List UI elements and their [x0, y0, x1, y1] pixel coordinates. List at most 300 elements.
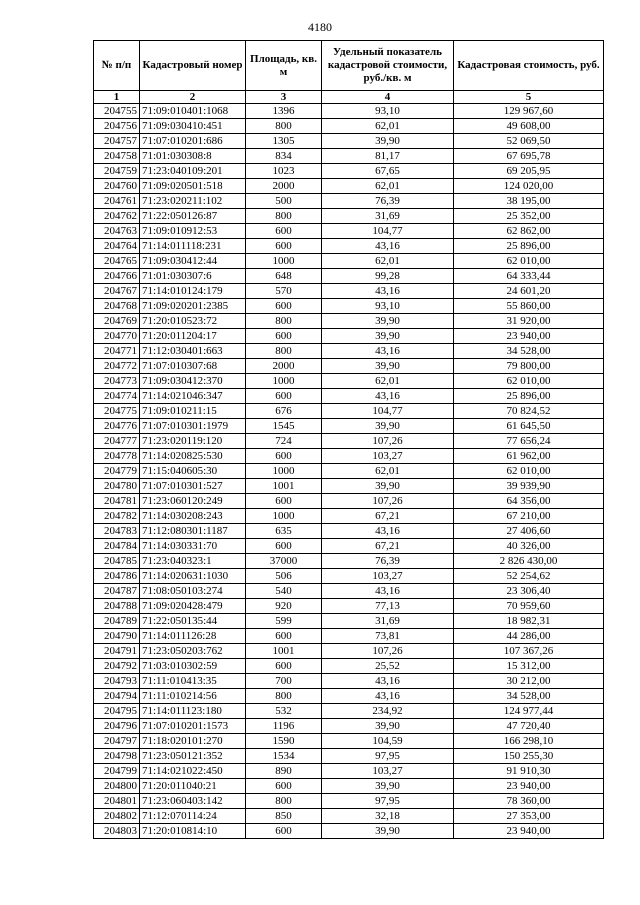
page-number: 4180: [308, 20, 332, 34]
row-number-cell: 204797: [94, 734, 140, 749]
cadastral-value-cell: 129 967,60: [454, 104, 604, 119]
area-cell: 600: [246, 494, 322, 509]
area-cell: 676: [246, 404, 322, 419]
cadastral-value-cell: 55 860,00: [454, 299, 604, 314]
cadastral-number-cell: 71:09:010912:53: [140, 224, 246, 239]
unit-value-cell: 103,27: [322, 764, 454, 779]
unit-value-cell: 62,01: [322, 464, 454, 479]
area-cell: 600: [246, 389, 322, 404]
unit-value-cell: 107,26: [322, 494, 454, 509]
row-number-cell: 204765: [94, 254, 140, 269]
area-cell: 850: [246, 809, 322, 824]
area-cell: 600: [246, 329, 322, 344]
unit-value-cell: 39,90: [322, 479, 454, 494]
cadastral-number-cell: 71:14:011126:28: [140, 629, 246, 644]
row-number-cell: 204780: [94, 479, 140, 494]
table-row: [94, 194, 604, 209]
unit-value-cell: 103,27: [322, 569, 454, 584]
cadastral-number-cell: 71:11:010413:35: [140, 674, 246, 689]
cadastral-number-cell: 71:23:020211:102: [140, 194, 246, 209]
table-row: [94, 809, 604, 824]
table-row: [94, 584, 604, 599]
cadastral-number-cell: 71:07:010307:68: [140, 359, 246, 374]
unit-value-cell: 97,95: [322, 749, 454, 764]
cadastral-number-cell: 71:14:030208:243: [140, 509, 246, 524]
area-cell: 800: [246, 209, 322, 224]
unit-value-cell: 107,26: [322, 434, 454, 449]
cadastral-value-cell: 2 826 430,00: [454, 554, 604, 569]
row-number-cell: 204760: [94, 179, 140, 194]
cadastral-number-cell: 71:12:070114:24: [140, 809, 246, 824]
area-cell: 600: [246, 239, 322, 254]
row-number-cell: 204762: [94, 209, 140, 224]
cadastral-value-cell: 150 255,30: [454, 749, 604, 764]
area-cell: 600: [246, 539, 322, 554]
cadastral-number-cell: 71:03:010302:59: [140, 659, 246, 674]
unit-value-cell: 104,59: [322, 734, 454, 749]
row-number-cell: 204783: [94, 524, 140, 539]
cadastral-value-cell: 62 010,00: [454, 254, 604, 269]
cadastral-value-cell: 62 862,00: [454, 224, 604, 239]
unit-value-cell: 73,81: [322, 629, 454, 644]
cadastral-value-cell: 24 601,20: [454, 284, 604, 299]
cadastral-number-cell: 71:14:011123:180: [140, 704, 246, 719]
table-row: [94, 254, 604, 269]
row-number-cell: 204794: [94, 689, 140, 704]
cadastral-number-cell: 71:09:030412:44: [140, 254, 246, 269]
area-cell: 800: [246, 119, 322, 134]
area-cell: 1023: [246, 164, 322, 179]
unit-value-cell: 93,10: [322, 299, 454, 314]
cadastral-number-cell: 71:14:021046:347: [140, 389, 246, 404]
row-number-cell: 204779: [94, 464, 140, 479]
row-number-cell: 204773: [94, 374, 140, 389]
column-number-row: [94, 91, 604, 104]
column-number: 4: [322, 91, 454, 104]
cadastral-number-cell: 71:07:010201:686: [140, 134, 246, 149]
cadastral-value-cell: 124 020,00: [454, 179, 604, 194]
unit-value-cell: 234,92: [322, 704, 454, 719]
table-row: [94, 359, 604, 374]
row-number-cell: 204764: [94, 239, 140, 254]
row-number-cell: 204774: [94, 389, 140, 404]
table-row: [94, 149, 604, 164]
table-row: [94, 719, 604, 734]
header-cadastral-value: Кадастровая стоимость, руб.: [454, 41, 604, 91]
row-number-cell: 204757: [94, 134, 140, 149]
row-number-cell: 204755: [94, 104, 140, 119]
area-cell: 1396: [246, 104, 322, 119]
area-cell: 2000: [246, 179, 322, 194]
unit-value-cell: 97,95: [322, 794, 454, 809]
cadastral-value-cell: 91 910,30: [454, 764, 604, 779]
column-number: 2: [140, 91, 246, 104]
column-number: 3: [246, 91, 322, 104]
unit-value-cell: 62,01: [322, 119, 454, 134]
cadastral-number-cell: 71:18:020101:270: [140, 734, 246, 749]
cadastral-value-cell: 39 939,90: [454, 479, 604, 494]
area-cell: 1000: [246, 509, 322, 524]
unit-value-cell: 104,77: [322, 404, 454, 419]
table-row: [94, 794, 604, 809]
unit-value-cell: 39,90: [322, 419, 454, 434]
table-row: [94, 119, 604, 134]
row-number-cell: 204771: [94, 344, 140, 359]
cadastral-value-cell: 31 920,00: [454, 314, 604, 329]
row-number-cell: 204786: [94, 569, 140, 584]
unit-value-cell: 62,01: [322, 374, 454, 389]
table-row: [94, 434, 604, 449]
unit-value-cell: 43,16: [322, 239, 454, 254]
unit-value-cell: 32,18: [322, 809, 454, 824]
area-cell: 600: [246, 659, 322, 674]
area-cell: 506: [246, 569, 322, 584]
area-cell: 570: [246, 284, 322, 299]
table-row: [94, 344, 604, 359]
unit-value-cell: 39,90: [322, 314, 454, 329]
cadastral-number-cell: 71:09:010211:15: [140, 404, 246, 419]
table-row: [94, 599, 604, 614]
area-cell: 1000: [246, 374, 322, 389]
row-number-cell: 204787: [94, 584, 140, 599]
area-cell: 37000: [246, 554, 322, 569]
cadastral-number-cell: 71:14:020825:530: [140, 449, 246, 464]
cadastral-number-cell: 71:14:021022:450: [140, 764, 246, 779]
table-body: [94, 104, 604, 839]
table-row: [94, 764, 604, 779]
cadastral-value-cell: 69 205,95: [454, 164, 604, 179]
table-row: [94, 779, 604, 794]
cadastral-value-cell: 67 210,00: [454, 509, 604, 524]
cadastral-number-cell: 71:14:010124:179: [140, 284, 246, 299]
row-number-cell: 204770: [94, 329, 140, 344]
row-number-cell: 204792: [94, 659, 140, 674]
table-row: [94, 569, 604, 584]
unit-value-cell: 39,90: [322, 719, 454, 734]
row-number-cell: 204766: [94, 269, 140, 284]
cadastral-value-cell: 62 010,00: [454, 464, 604, 479]
area-cell: 1000: [246, 254, 322, 269]
area-cell: 635: [246, 524, 322, 539]
area-cell: 600: [246, 449, 322, 464]
cadastral-number-cell: 71:01:030307:6: [140, 269, 246, 284]
table-row: [94, 239, 604, 254]
unit-value-cell: 43,16: [322, 524, 454, 539]
unit-value-cell: 43,16: [322, 584, 454, 599]
unit-value-cell: 39,90: [322, 134, 454, 149]
unit-value-cell: 107,26: [322, 644, 454, 659]
row-number-cell: 204790: [94, 629, 140, 644]
cadastral-value-cell: 25 896,00: [454, 239, 604, 254]
cadastral-value-cell: 25 896,00: [454, 389, 604, 404]
row-number-cell: 204769: [94, 314, 140, 329]
table-row: [94, 479, 604, 494]
cadastral-value-cell: 124 977,44: [454, 704, 604, 719]
row-number-cell: 204761: [94, 194, 140, 209]
table-row: [94, 659, 604, 674]
table-header-row: [94, 41, 604, 91]
table-row: [94, 374, 604, 389]
area-cell: 890: [246, 764, 322, 779]
cadastral-number-cell: 71:20:011040:21: [140, 779, 246, 794]
cadastral-value-cell: 70 824,52: [454, 404, 604, 419]
row-number-cell: 204763: [94, 224, 140, 239]
table-row: [94, 494, 604, 509]
cadastral-value-cell: 15 312,00: [454, 659, 604, 674]
table-row: [94, 464, 604, 479]
row-number-cell: 204802: [94, 809, 140, 824]
cadastral-number-cell: 71:09:020501:518: [140, 179, 246, 194]
cadastral-value-cell: 52 254,62: [454, 569, 604, 584]
area-cell: 834: [246, 149, 322, 164]
cadastral-value-cell: 18 982,31: [454, 614, 604, 629]
cadastral-value-cell: 40 326,00: [454, 539, 604, 554]
cadastral-number-cell: 71:22:050126:87: [140, 209, 246, 224]
row-number-cell: 204800: [94, 779, 140, 794]
table-row: [94, 674, 604, 689]
cadastral-number-cell: 71:08:050103:274: [140, 584, 246, 599]
table-row: [94, 704, 604, 719]
row-number-cell: 204798: [94, 749, 140, 764]
table-row: [94, 389, 604, 404]
cadastral-value-table: [93, 40, 604, 839]
area-cell: 1305: [246, 134, 322, 149]
header-area: Площадь, кв. м: [246, 41, 322, 91]
unit-value-cell: 62,01: [322, 179, 454, 194]
unit-value-cell: 31,69: [322, 209, 454, 224]
area-cell: 800: [246, 314, 322, 329]
header-unit-value: Удельный показатель кадастровой стоимости, руб./кв. м: [322, 41, 454, 91]
area-cell: 500: [246, 194, 322, 209]
row-number-cell: 204767: [94, 284, 140, 299]
unit-value-cell: 81,17: [322, 149, 454, 164]
cadastral-number-cell: 71:07:010201:1573: [140, 719, 246, 734]
unit-value-cell: 39,90: [322, 824, 454, 839]
row-number-cell: 204795: [94, 704, 140, 719]
cadastral-value-cell: 30 212,00: [454, 674, 604, 689]
column-number: 1: [94, 91, 140, 104]
row-number-cell: 204789: [94, 614, 140, 629]
table-row: [94, 539, 604, 554]
cadastral-number-cell: 71:09:030410:451: [140, 119, 246, 134]
row-number-cell: 204775: [94, 404, 140, 419]
cadastral-value-cell: 77 656,24: [454, 434, 604, 449]
area-cell: 1534: [246, 749, 322, 764]
cadastral-number-cell: 71:23:050203:762: [140, 644, 246, 659]
unit-value-cell: 43,16: [322, 344, 454, 359]
cadastral-value-cell: 25 352,00: [454, 209, 604, 224]
row-number-cell: 204756: [94, 119, 140, 134]
cadastral-value-cell: 23 940,00: [454, 779, 604, 794]
unit-value-cell: 104,77: [322, 224, 454, 239]
table-row: [94, 209, 604, 224]
cadastral-value-cell: 44 286,00: [454, 629, 604, 644]
unit-value-cell: 31,69: [322, 614, 454, 629]
cadastral-number-cell: 71:07:010301:1979: [140, 419, 246, 434]
table-row: [94, 554, 604, 569]
unit-value-cell: 77,13: [322, 599, 454, 614]
table-row: [94, 299, 604, 314]
unit-value-cell: 43,16: [322, 389, 454, 404]
row-number-cell: 204781: [94, 494, 140, 509]
cadastral-number-cell: 71:20:011204:17: [140, 329, 246, 344]
row-number-cell: 204785: [94, 554, 140, 569]
unit-value-cell: 76,39: [322, 194, 454, 209]
area-cell: 1545: [246, 419, 322, 434]
table-row: [94, 629, 604, 644]
area-cell: 1196: [246, 719, 322, 734]
unit-value-cell: 62,01: [322, 254, 454, 269]
table-row: [94, 524, 604, 539]
unit-value-cell: 25,52: [322, 659, 454, 674]
area-cell: 1001: [246, 479, 322, 494]
cadastral-value-cell: 27 406,60: [454, 524, 604, 539]
area-cell: 2000: [246, 359, 322, 374]
cadastral-number-cell: 71:22:050135:44: [140, 614, 246, 629]
cadastral-number-cell: 71:23:040109:201: [140, 164, 246, 179]
row-number-cell: 204758: [94, 149, 140, 164]
cadastral-number-cell: 71:09:010401:1068: [140, 104, 246, 119]
area-cell: 800: [246, 689, 322, 704]
cadastral-value-cell: 49 608,00: [454, 119, 604, 134]
row-number-cell: 204801: [94, 794, 140, 809]
row-number-cell: 204782: [94, 509, 140, 524]
unit-value-cell: 39,90: [322, 779, 454, 794]
area-cell: 532: [246, 704, 322, 719]
cadastral-value-cell: 79 800,00: [454, 359, 604, 374]
cadastral-number-cell: 71:23:040323:1: [140, 554, 246, 569]
unit-value-cell: 93,10: [322, 104, 454, 119]
table-row: [94, 644, 604, 659]
row-number-cell: 204791: [94, 644, 140, 659]
cadastral-value-cell: 38 195,00: [454, 194, 604, 209]
column-number: 5: [454, 91, 604, 104]
row-number-cell: 204768: [94, 299, 140, 314]
table-row: [94, 449, 604, 464]
unit-value-cell: 39,90: [322, 329, 454, 344]
table-row: [94, 269, 604, 284]
table-row: [94, 329, 604, 344]
row-number-cell: 204784: [94, 539, 140, 554]
unit-value-cell: 67,65: [322, 164, 454, 179]
table-row: [94, 689, 604, 704]
area-cell: 600: [246, 779, 322, 794]
area-cell: 600: [246, 224, 322, 239]
area-cell: 540: [246, 584, 322, 599]
unit-value-cell: 76,39: [322, 554, 454, 569]
area-cell: 800: [246, 794, 322, 809]
table-row: [94, 134, 604, 149]
table-row: [94, 284, 604, 299]
cadastral-value-cell: 52 069,50: [454, 134, 604, 149]
cadastral-value-cell: 34 528,00: [454, 344, 604, 359]
row-number-cell: 204777: [94, 434, 140, 449]
area-cell: 724: [246, 434, 322, 449]
header-row-number: № п/п: [94, 41, 140, 91]
row-number-cell: 204793: [94, 674, 140, 689]
area-cell: 1001: [246, 644, 322, 659]
table-row: [94, 314, 604, 329]
unit-value-cell: 103,27: [322, 449, 454, 464]
area-cell: 1590: [246, 734, 322, 749]
cadastral-number-cell: 71:14:011118:231: [140, 239, 246, 254]
cadastral-value-cell: 62 010,00: [454, 374, 604, 389]
table-row: [94, 509, 604, 524]
cadastral-value-cell: 34 528,00: [454, 689, 604, 704]
area-cell: 600: [246, 824, 322, 839]
table-row: [94, 164, 604, 179]
table-row: [94, 224, 604, 239]
unit-value-cell: 43,16: [322, 674, 454, 689]
table-row: [94, 614, 604, 629]
cadastral-number-cell: 71:12:030401:663: [140, 344, 246, 359]
cadastral-number-cell: 71:09:020428:479: [140, 599, 246, 614]
area-cell: 600: [246, 299, 322, 314]
cadastral-number-cell: 71:11:010214:56: [140, 689, 246, 704]
cadastral-number-cell: 71:14:020631:1030: [140, 569, 246, 584]
cadastral-value-cell: 61 645,50: [454, 419, 604, 434]
row-number-cell: 204776: [94, 419, 140, 434]
cadastral-value-cell: 27 353,00: [454, 809, 604, 824]
unit-value-cell: 99,28: [322, 269, 454, 284]
cadastral-value-cell: 78 360,00: [454, 794, 604, 809]
cadastral-number-cell: 71:20:010814:10: [140, 824, 246, 839]
cadastral-number-cell: 71:20:010523:72: [140, 314, 246, 329]
row-number-cell: 204803: [94, 824, 140, 839]
cadastral-value-cell: 23 306,40: [454, 584, 604, 599]
area-cell: 600: [246, 629, 322, 644]
table-row: [94, 104, 604, 119]
unit-value-cell: 43,16: [322, 689, 454, 704]
table-row: [94, 749, 604, 764]
cadastral-number-cell: 71:23:050121:352: [140, 749, 246, 764]
table-row: [94, 404, 604, 419]
row-number-cell: 204759: [94, 164, 140, 179]
area-cell: 599: [246, 614, 322, 629]
cadastral-number-cell: 71:15:040605:30: [140, 464, 246, 479]
cadastral-value-cell: 67 695,78: [454, 149, 604, 164]
cadastral-value-cell: 61 962,00: [454, 449, 604, 464]
cadastral-value-cell: 64 333,44: [454, 269, 604, 284]
cadastral-number-cell: 71:23:060403:142: [140, 794, 246, 809]
cadastral-number-cell: 71:12:080301:1187: [140, 524, 246, 539]
unit-value-cell: 67,21: [322, 509, 454, 524]
row-number-cell: 204772: [94, 359, 140, 374]
header-cadastral-number: Кадастровый номер: [140, 41, 246, 91]
unit-value-cell: 67,21: [322, 539, 454, 554]
cadastral-number-cell: 71:09:030412:370: [140, 374, 246, 389]
table-row: [94, 179, 604, 194]
table-row: [94, 419, 604, 434]
area-cell: 648: [246, 269, 322, 284]
cadastral-number-cell: 71:14:030331:70: [140, 539, 246, 554]
cadastral-number-cell: 71:07:010301:527: [140, 479, 246, 494]
cadastral-value-cell: 166 298,10: [454, 734, 604, 749]
cadastral-number-cell: 71:23:020119:120: [140, 434, 246, 449]
row-number-cell: 204778: [94, 449, 140, 464]
row-number-cell: 204788: [94, 599, 140, 614]
cadastral-value-cell: 70 959,60: [454, 599, 604, 614]
area-cell: 700: [246, 674, 322, 689]
cadastral-value-cell: 47 720,40: [454, 719, 604, 734]
cadastral-number-cell: 71:01:030308:8: [140, 149, 246, 164]
cadastral-value-cell: 64 356,00: [454, 494, 604, 509]
area-cell: 1000: [246, 464, 322, 479]
area-cell: 800: [246, 344, 322, 359]
table-row: [94, 824, 604, 839]
cadastral-number-cell: 71:23:060120:249: [140, 494, 246, 509]
unit-value-cell: 39,90: [322, 359, 454, 374]
